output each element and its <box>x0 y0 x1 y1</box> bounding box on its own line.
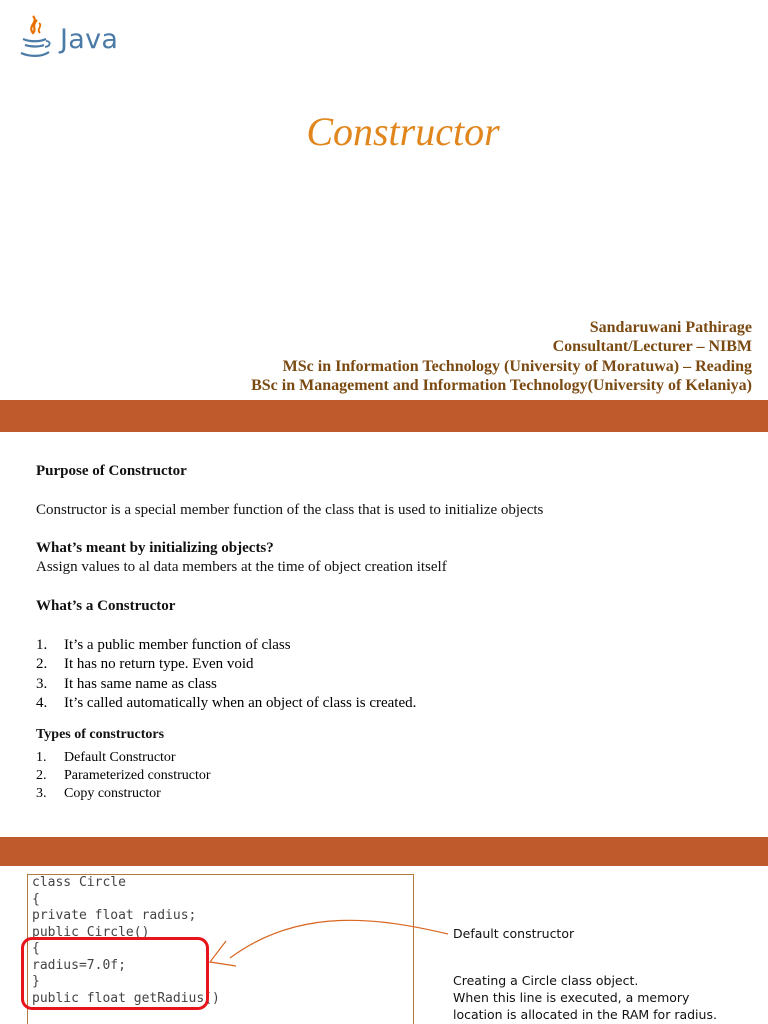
code-slide <box>0 866 768 1024</box>
init-heading: What’s meant by initializing objects? <box>36 540 274 556</box>
title-slide <box>0 0 768 432</box>
types-heading: Types of constructors <box>36 727 165 742</box>
list-item: 2. Parameterized constructor <box>36 767 211 783</box>
code-line: } <box>32 974 40 989</box>
code-line: public float getRadius() <box>32 990 220 1006</box>
java-logo <box>14 10 124 66</box>
list-item: 3. Copy constructor <box>36 785 161 801</box>
code-line: private float radius; <box>32 908 197 923</box>
whats-heading: What’s a Constructor <box>36 598 176 614</box>
author-role: Consultant/Lecturer – NIBM <box>552 338 752 356</box>
java-logo-text: Java <box>60 24 119 55</box>
author-bsc: BSc in Management and Information Technology(University of Kelaniya) <box>251 377 752 395</box>
init-text: Assign values to al data members at the time of object creation itself <box>36 559 447 575</box>
code-line: class Circle <box>32 875 126 890</box>
note-default-constructor: Default constructor <box>453 926 575 941</box>
author-block <box>251 318 752 396</box>
purpose-heading: Purpose of Constructor <box>36 463 187 479</box>
list-item: 3. It has same name as class <box>36 675 217 692</box>
list-item: 1. Default Constructor <box>36 750 176 765</box>
java-cup-icon <box>18 14 52 60</box>
list-item: 2. It has no return type. Even void <box>36 656 254 673</box>
accent-bar <box>0 400 768 432</box>
purpose-text: Constructor is a special member function of the class that is used to initialize objects <box>36 502 544 518</box>
note-creating-object: Creating a Circle class object. When this line is executed, a memory location is allocated in the RAM for radius. <box>453 973 717 1022</box>
types-list <box>36 749 211 802</box>
author-msc: MSc in Information Technology (University of Moratuwa) – Reading <box>282 357 752 375</box>
code-line: radius=7.0f; <box>32 957 126 973</box>
code-line: { <box>32 891 40 907</box>
slide-title: Constructor <box>306 109 500 154</box>
list-item: 1. It’s a public member function of class <box>36 637 291 653</box>
content-slide <box>0 432 768 837</box>
list-item: 4. It’s called automatically when an object of class is created. <box>36 695 417 712</box>
author-name: Sandaruwani Pathirage <box>589 319 752 336</box>
code-line: public Circle() <box>32 924 150 940</box>
accent-bar <box>0 837 768 866</box>
code-line: { <box>32 941 40 956</box>
whats-list <box>36 636 416 714</box>
